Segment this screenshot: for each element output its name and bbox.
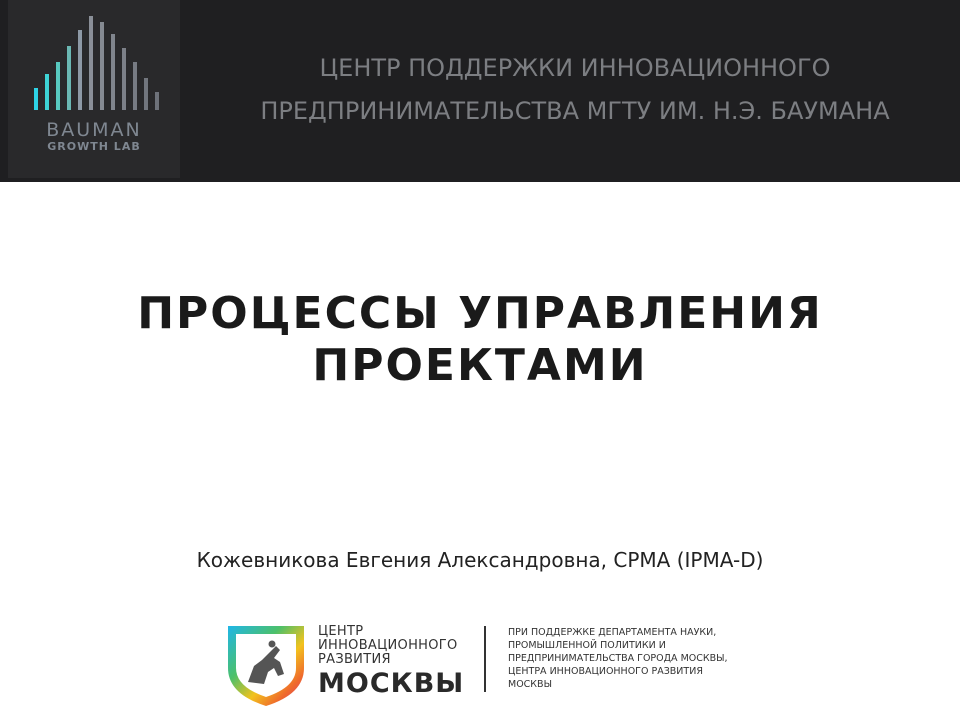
moscow-innovation-emblem-icon (224, 622, 308, 708)
bauman-growth-lab-logo (8, 0, 180, 178)
support-text (508, 626, 768, 691)
equalizer-bars-icon (8, 0, 180, 120)
logo-word-bauman: BAUMAN (46, 119, 142, 141)
center-logo-line-1: ЦЕНТР (318, 624, 364, 639)
support-text-line-2: ПРОМЫШЛЕННОЙ ПОЛИТИКИ И (508, 640, 666, 651)
footer-divider (484, 626, 486, 692)
header-title-line-1: ЦЕНТР ПОДДЕРЖКИ ИННОВАЦИОННОГО (319, 54, 831, 82)
header-title-line-2: ПРЕДПРИНИМАТЕЛЬСТВА МГТУ ИМ. Н.Э. БАУМАНА (260, 97, 890, 125)
center-logo-line-2: ИННОВАЦИОННОГО (318, 638, 458, 653)
support-text-line-3: ПРЕДПРИНИМАТЕЛЬСТВА ГОРОДА МОСКВЫ, (508, 653, 728, 664)
support-text-line-5: МОСКВЫ (508, 679, 552, 690)
support-text-line-4: ЦЕНТРА ИННОВАЦИОННОГО РАЗВИТИЯ (508, 666, 703, 677)
center-logo-line-3: РАЗВИТИЯ (318, 652, 391, 667)
center-logo-line-4: МОСКВЫ (318, 668, 465, 699)
slide-title (0, 288, 960, 392)
slide-title-line-1: ПРОЦЕССЫ УПРАВЛЕНИЯ (137, 288, 823, 339)
slide-header (0, 0, 960, 182)
support-text-line-1: ПРИ ПОДДЕРЖКЕ ДЕПАРТАМЕНТА НАУКИ, (508, 627, 717, 638)
slide-title-line-2: ПРОЕКТАМИ (312, 340, 648, 391)
logo-word-growth-lab: GROWTH LAB (47, 140, 141, 153)
author-line: Кожевникова Евгения Александровна, CPMA (IPMA-D) (196, 548, 764, 572)
moscow-innovation-center-logo (318, 625, 464, 699)
